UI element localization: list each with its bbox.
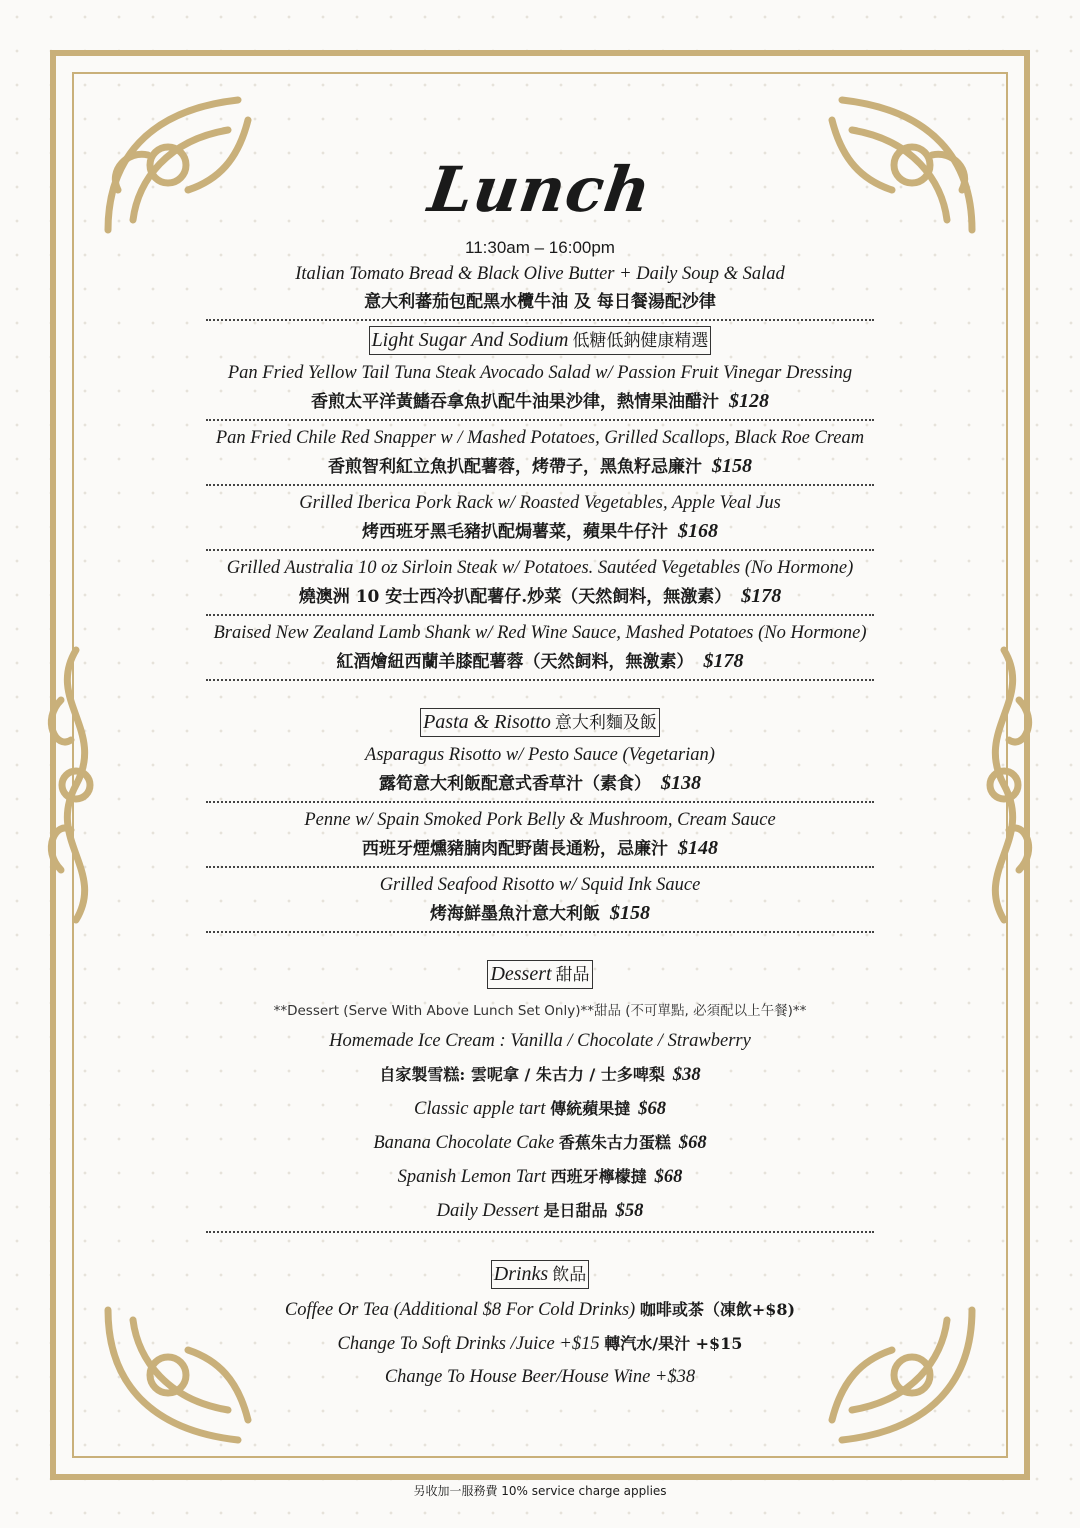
section-title-zh: 意大利麵及飯 — [554, 713, 657, 733]
menu-title: Lunch — [424, 153, 656, 226]
drink-item — [150, 1327, 930, 1361]
menu-item-en: Grilled Australia 10 oz Sirloin Steak w/ Potatoes. Sautéed Vegetables (No Hormone) — [226, 558, 854, 578]
section-title-en: Drinks — [493, 1263, 549, 1285]
section-title-zh: 低糖低鈉健康精選 — [572, 331, 709, 351]
menu-item-en: Pan Fried Chile Red Snapper w / Mashed Potatoes, Grilled Scallops, Black Roe Cream — [215, 428, 865, 448]
dotted-divider — [206, 614, 874, 616]
menu-item-en: Grilled Iberica Pork Rack w/ Roasted Vegetables, Apple Veal Jus — [299, 493, 781, 513]
menu-item — [150, 806, 930, 863]
drink-item-en: Change To House Beer/House Wine +$38 — [384, 1367, 696, 1387]
menu-item-price: $128 — [729, 390, 769, 412]
dotted-divider — [206, 931, 874, 933]
menu-item-en: Braised New Zealand Lamb Shank w/ Red Wine Sauce, Mashed Potatoes (No Hormone) — [213, 623, 867, 643]
dessert-item-en: Daily Dessert — [436, 1201, 539, 1221]
menu-item-price: $68 — [654, 1167, 683, 1187]
section-heading-light — [369, 326, 712, 355]
dotted-divider — [206, 1231, 874, 1233]
drink-item-zh: 轉汽水/果汁 +$15 — [604, 1334, 743, 1353]
menu-item-price: $148 — [678, 837, 718, 859]
menu-item-price: $38 — [672, 1065, 701, 1085]
drink-item — [150, 1361, 930, 1394]
menu-item — [150, 359, 930, 416]
service-hours: 11:30am – 16:00pm — [465, 238, 615, 257]
menu-item-en: Asparagus Risotto w/ Pesto Sauce (Vegetarian) — [365, 745, 715, 765]
menu-item — [150, 424, 930, 481]
dotted-divider — [206, 419, 874, 421]
menu-item — [150, 554, 930, 611]
menu-item — [150, 741, 930, 798]
menu-item-en: Grilled Seafood Risotto w/ Squid Ink Sauce — [379, 875, 701, 895]
section-title-zh: 甜品 — [555, 965, 590, 985]
service-charge-note: 另收加一服務費 10% service charge applies — [413, 1484, 667, 1498]
section-title-en: Dessert — [490, 963, 552, 985]
menu-item-zh: 烤海鮮墨魚汁意大利飯 — [430, 904, 600, 924]
dessert-item-en: Spanish Lemon Tart — [397, 1167, 546, 1187]
section-heading-drinks — [491, 1260, 589, 1289]
dessert-ice-cream-en: Homemade Ice Cream : Vanilla / Chocolate / Strawberry — [329, 1031, 751, 1051]
intro-zh: 意大利蕃茄包配黑水欖牛油 及 每日餐湯配沙律 — [364, 292, 716, 312]
dotted-divider — [206, 801, 874, 803]
drink-item — [150, 1293, 930, 1327]
dessert-item — [150, 1126, 930, 1160]
dessert-item — [150, 1092, 930, 1126]
menu-item-zh: 露筍意大利飯配意式香草汁（素食） — [379, 774, 651, 794]
dessert-item — [150, 1160, 930, 1194]
dessert-ice-cream-zh: 自家製雪糕: 雲呢拿 / 朱古力 / 士多啤梨 — [379, 1065, 665, 1084]
section-title-en: Light Sugar And Sodium — [371, 329, 569, 351]
menu-item-zh: 香煎太平洋黃鰭吞拿魚扒配牛油果沙律，熱情果油醋汁 — [311, 392, 719, 412]
menu-content — [150, 150, 930, 1394]
menu-item-price: $138 — [661, 772, 701, 794]
menu-item-zh: 香煎智利紅立魚扒配薯蓉，烤帶子，黑魚籽忌廉汁 — [328, 457, 702, 477]
dessert-item-zh: 西班牙檸檬撻 — [550, 1167, 647, 1186]
dotted-divider — [206, 484, 874, 486]
menu-item-zh: 燒澳洲 10 安士西冷扒配薯仔.炒菜（天然飼料，無激素） — [298, 587, 732, 607]
menu-item-zh: 紅酒燴紐西蘭羊膝配薯蓉（天然飼料，無激素） — [336, 652, 694, 672]
side-flourish-right-icon — [964, 640, 1044, 930]
menu-item-price: $68 — [678, 1133, 707, 1153]
menu-item — [150, 871, 930, 928]
side-flourish-left-icon — [36, 640, 116, 930]
menu-item-zh: 西班牙煙燻豬腩肉配野菌長通粉，忌廉汁 — [362, 839, 668, 859]
menu-item-en: Penne w/ Spain Smoked Pork Belly & Mushroom, Cream Sauce — [304, 810, 776, 830]
dessert-item-zh: 是日甜品 — [543, 1201, 608, 1220]
menu-item-en: Pan Fried Yellow Tail Tuna Steak Avocado Salad w/ Passion Fruit Vinegar Dressing — [227, 363, 853, 383]
dotted-divider — [206, 679, 874, 681]
dessert-item-en: Classic apple tart — [414, 1099, 546, 1119]
section-heading-dessert — [487, 960, 592, 989]
dessert-ice-cream-zh-line — [150, 1058, 930, 1092]
dessert-item-zh: 香蕉朱古力蛋糕 — [558, 1133, 671, 1152]
dessert-item-en: Banana Chocolate Cake — [373, 1133, 555, 1153]
dotted-divider — [206, 319, 874, 321]
menu-item-zh: 烤西班牙黑毛豬扒配焗薯菜，蘋果牛仔汁 — [362, 522, 668, 542]
dessert-item — [150, 1194, 930, 1228]
section-title-zh: 飲品 — [552, 1265, 587, 1285]
dessert-note: **Dessert (Serve With Above Lunch Set Only)**甜品 (不可單點, 必須配以上午餐)** — [273, 1003, 807, 1019]
menu-item-price: $68 — [638, 1099, 666, 1119]
menu-item-price: $168 — [678, 520, 718, 542]
menu-item — [150, 619, 930, 676]
section-title-en: Pasta & Risotto — [423, 711, 551, 733]
drink-item-zh: 咖啡或茶（凍飲+$8) — [639, 1300, 796, 1319]
menu-item — [150, 489, 930, 546]
section-heading-pasta — [420, 708, 660, 737]
drink-item-en: Coffee Or Tea (Additional $8 For Cold Drinks) — [284, 1300, 636, 1320]
intro-en: Italian Tomato Bread & Black Olive Butter + Daily Soup & Salad — [295, 264, 785, 284]
menu-item-price: $178 — [741, 585, 782, 607]
dessert-item-zh: 傳統蘋果撻 — [550, 1099, 631, 1118]
menu-item-price: $58 — [615, 1201, 644, 1221]
dotted-divider — [206, 549, 874, 551]
drink-item-en: Change To Soft Drinks /Juice +$15 — [337, 1334, 600, 1354]
menu-item-price: $178 — [703, 650, 744, 672]
menu-item-price: $158 — [610, 902, 650, 924]
dotted-divider — [206, 866, 874, 868]
menu-item-price: $158 — [712, 455, 752, 477]
